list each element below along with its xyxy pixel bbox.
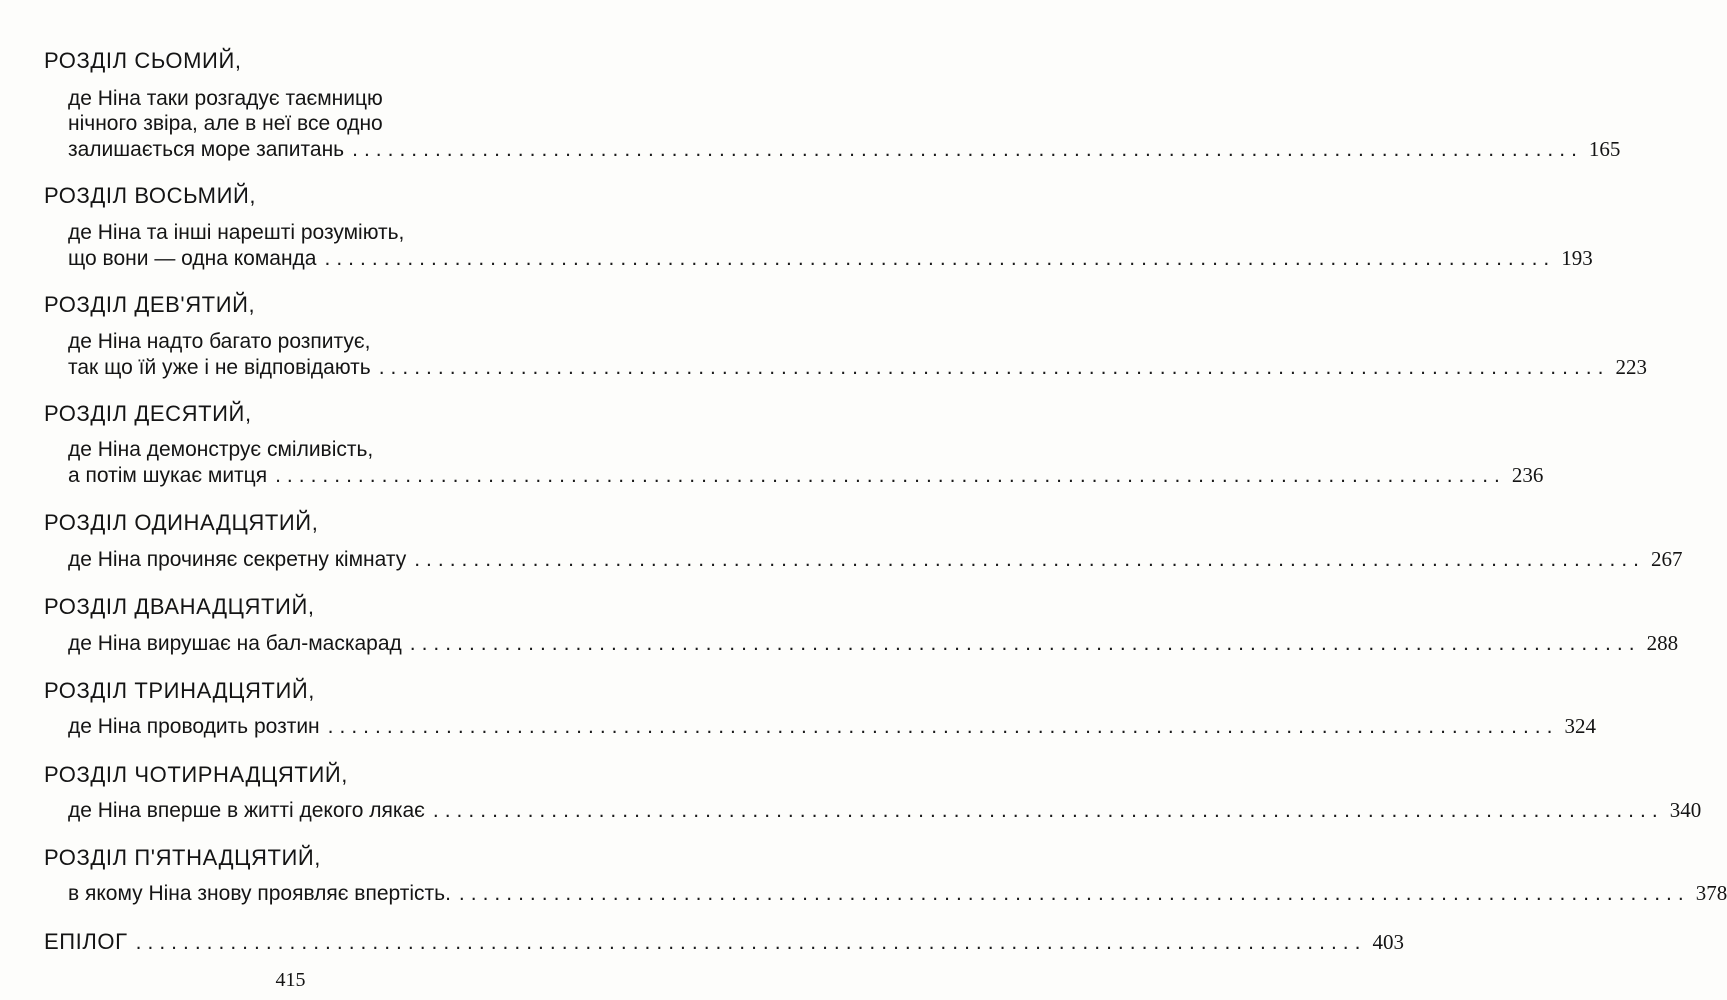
dot-leader: ........................................................................................................ xyxy=(409,632,1641,655)
epilogue-title: ЕПІЛОГ xyxy=(44,929,128,954)
toc-entry-line xyxy=(68,547,1683,571)
chapter-description-line: що вони — одна команда xyxy=(68,247,317,270)
page-reference: 403 xyxy=(1372,930,1404,954)
page-reference: 236 xyxy=(1511,463,1544,487)
chapter-description-line: де Ніна надто багато розпитує, xyxy=(68,330,371,353)
dot-leader: ........................................................................................................ xyxy=(458,882,1690,905)
dot-leader: ........................................................................................................ xyxy=(135,931,1367,954)
chapter-description-line: де Ніна вперше в житті декого лякає xyxy=(68,799,425,822)
chapter-description-line: нічного звіра, але в неї все одно xyxy=(68,112,383,135)
chapter-description-line: так що їй уже і не відповідають xyxy=(68,356,371,379)
dot-leader: ........................................................................................................ xyxy=(432,799,1664,822)
page-number: 415 xyxy=(275,969,306,991)
chapter-title: РОЗДІЛ ЧОТИРНАДЦЯТИЙ, xyxy=(44,762,348,787)
toc-entry-line xyxy=(68,714,1596,738)
toc-entry-epilogue xyxy=(44,929,1404,954)
toc-entry-line xyxy=(68,355,1647,379)
chapter-title: РОЗДІЛ ВОСЬМИЙ, xyxy=(44,183,257,208)
page-reference: 165 xyxy=(1588,137,1621,161)
page-reference: 378 xyxy=(1695,881,1727,905)
chapter-description-line: де Ніна демонструє сміливість, xyxy=(68,438,374,461)
dot-leader: ........................................................................................................ xyxy=(352,138,1583,161)
chapter-description-line: де Ніна вирушає на бал-маскарад xyxy=(68,632,402,655)
toc-entry-line xyxy=(68,881,1727,905)
dot-leader: ........................................................................................................ xyxy=(327,715,1559,738)
toc-entry-line xyxy=(68,463,1544,487)
chapter-description-line: де Ніна прочиняє секретну кімнату xyxy=(68,548,407,571)
toc-entry-line xyxy=(68,246,1593,270)
chapter-title: РОЗДІЛ П'ЯТНАДЦЯТИЙ, xyxy=(44,845,322,870)
dot-leader: ........................................................................................................ xyxy=(378,356,1610,379)
dot-leader: ........................................................................................................ xyxy=(414,548,1646,571)
chapter-title: РОЗДІЛ СЬОМИЙ, xyxy=(44,48,242,73)
page-reference: 288 xyxy=(1646,631,1679,655)
toc-entry-line xyxy=(68,631,1679,655)
page-reference: 223 xyxy=(1615,355,1647,379)
chapter-title: РОЗДІЛ ДЕВ'ЯТИЙ, xyxy=(44,292,256,317)
chapter-description-line: де Ніна проводить розтин xyxy=(68,715,320,738)
chapter-title: РОЗДІЛ ОДИНАДЦЯТИЙ, xyxy=(44,510,319,535)
page-reference: 324 xyxy=(1564,714,1596,738)
page-reference: 267 xyxy=(1651,547,1683,571)
page-reference: 340 xyxy=(1669,798,1702,822)
chapter-title: РОЗДІЛ ДЕСЯТИЙ, xyxy=(44,401,252,426)
page-reference: 193 xyxy=(1561,246,1593,270)
dot-leader: ........................................................................................................ xyxy=(324,247,1556,270)
chapter-description-line: де Ніна таки розгадує таємницю xyxy=(68,87,383,110)
chapter-description-line: в якому Ніна знову проявляє впертість. xyxy=(68,882,451,905)
chapter-description-line: залишається море запитань xyxy=(68,138,345,161)
toc-entry-line xyxy=(68,798,1702,822)
chapter-description-line: де Ніна та інші нарешті розуміють, xyxy=(68,221,405,244)
toc-entry-line xyxy=(68,137,1621,161)
chapter-title: РОЗДІЛ ТРИНАДЦЯТИЙ, xyxy=(44,678,316,703)
chapter-description-line: а потім шукає митця xyxy=(68,464,268,487)
chapter-title: РОЗДІЛ ДВАНАДЦЯТИЙ, xyxy=(44,594,315,619)
dot-leader: ........................................................................................................ xyxy=(275,464,1506,487)
